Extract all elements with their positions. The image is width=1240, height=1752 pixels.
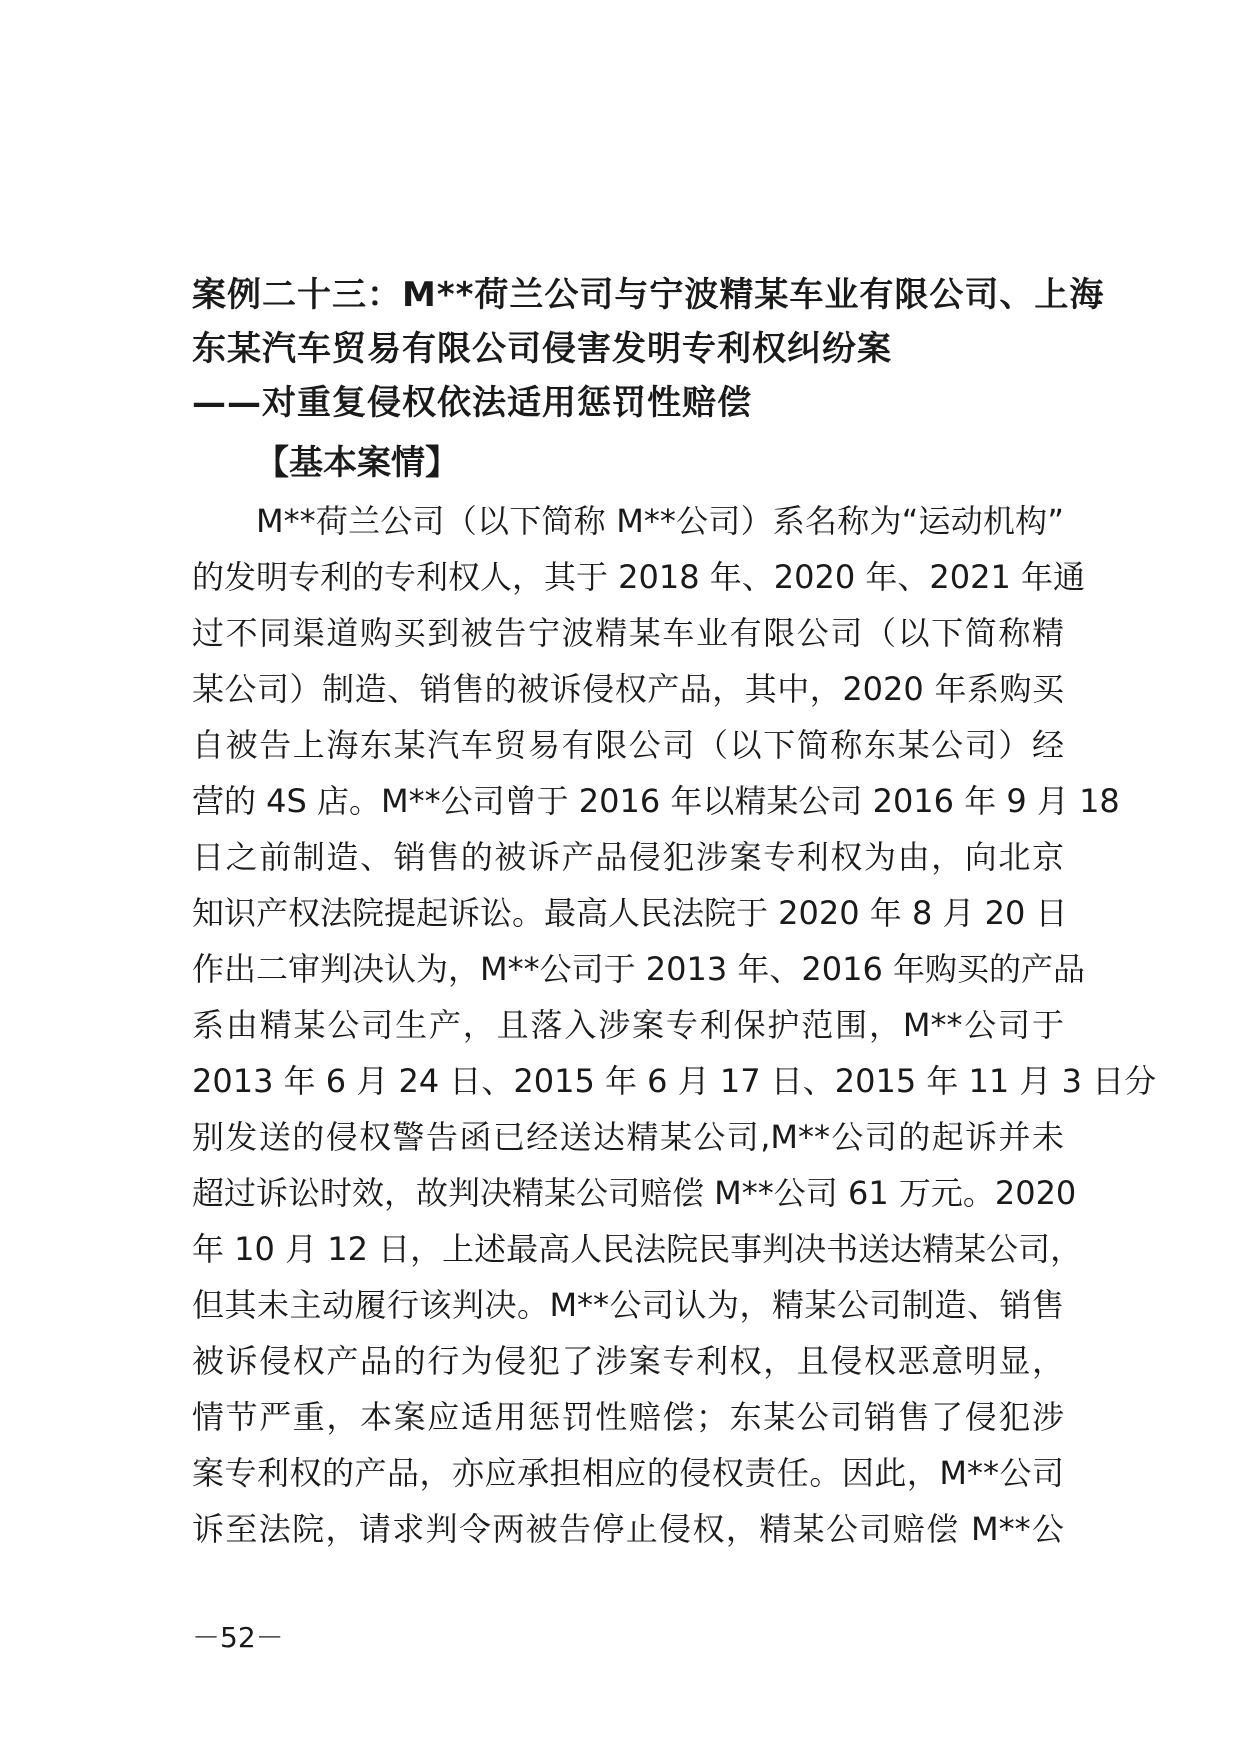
body-line: 日之前制造、销售的被诉产品侵犯涉案专利权为由，向北京 [192,838,1064,876]
body-line: 诉至法院，请求判令两被告停止侵权，精某公司赔偿 M**公 [192,1510,1064,1548]
body-line: 案专利权的产品，亦应承担相应的侵权责任。因此，M**公司 [192,1454,1064,1492]
body-line: 某公司）制造、销售的被诉侵权产品，其中，2020 年系购买 [192,670,1064,708]
body-line: 但其未主动履行该判决。M**公司认为，精某公司制造、销售 [192,1286,1064,1324]
body-line: M**荷兰公司（以下简称 M**公司）系名称为“运动机构” [256,502,1064,540]
case-subtitle: ——对重复侵权依法适用惩罚性赔偿 [192,383,752,423]
body-line: 作出二审判决认为，M**公司于 2013 年、2016 年购买的产品 [192,950,1086,988]
body-line: 被诉侵权产品的行为侵犯了涉案专利权，且侵权恶意明显， [192,1342,1064,1380]
body-paragraph [192,493,1157,1557]
body-line: 2013 年 6 月 24 日、2015 年 6 月 17 日、2015 年 11 月 3 日分 [192,1062,1157,1100]
case-title-line-2: 东某汽车贸易有限公司侵害发明专利权纠纷案 [192,329,892,369]
body-line: 系由精某公司生产，且落入涉案专利保护范围，M**公司于 [192,1006,1064,1044]
body-line: 情节严重，本案应适用惩罚性赔偿；东某公司销售了侵犯涉 [192,1398,1064,1436]
body-line: 年 10 月 12 日，上述最高人民法院民事判决书送达精某公司， [192,1230,1083,1268]
page-number: －52－ [192,1621,284,1654]
body-line: 营的 4S 店。M**公司曾于 2016 年以精某公司 2016 年 9 月 18 [192,782,1120,820]
case-title-line-1: 案例二十三：M**荷兰公司与宁波精某车业有限公司、上海 [192,275,1105,315]
section-heading: 【基本案情】 [255,443,459,483]
body-line: 过不同渠道购买到被告宁波精某车业有限公司（以下简称精 [192,614,1064,652]
body-line: 别发送的侵权警告函已经送达精某公司,M**公司的起诉并未 [192,1118,1064,1156]
body-line: 超过诉讼时效，故判决精某公司赔偿 M**公司 61 万元。2020 [192,1174,1077,1212]
body-line: 的发明专利的专利权人，其于 2018 年、2020 年、2021 年通 [192,558,1086,596]
body-line: 自被告上海东某汽车贸易有限公司（以下简称东某公司）经 [192,726,1064,764]
body-line: 知识产权法院提起诉讼。最高人民法院于 2020 年 8 月 20 日 [192,894,1068,932]
